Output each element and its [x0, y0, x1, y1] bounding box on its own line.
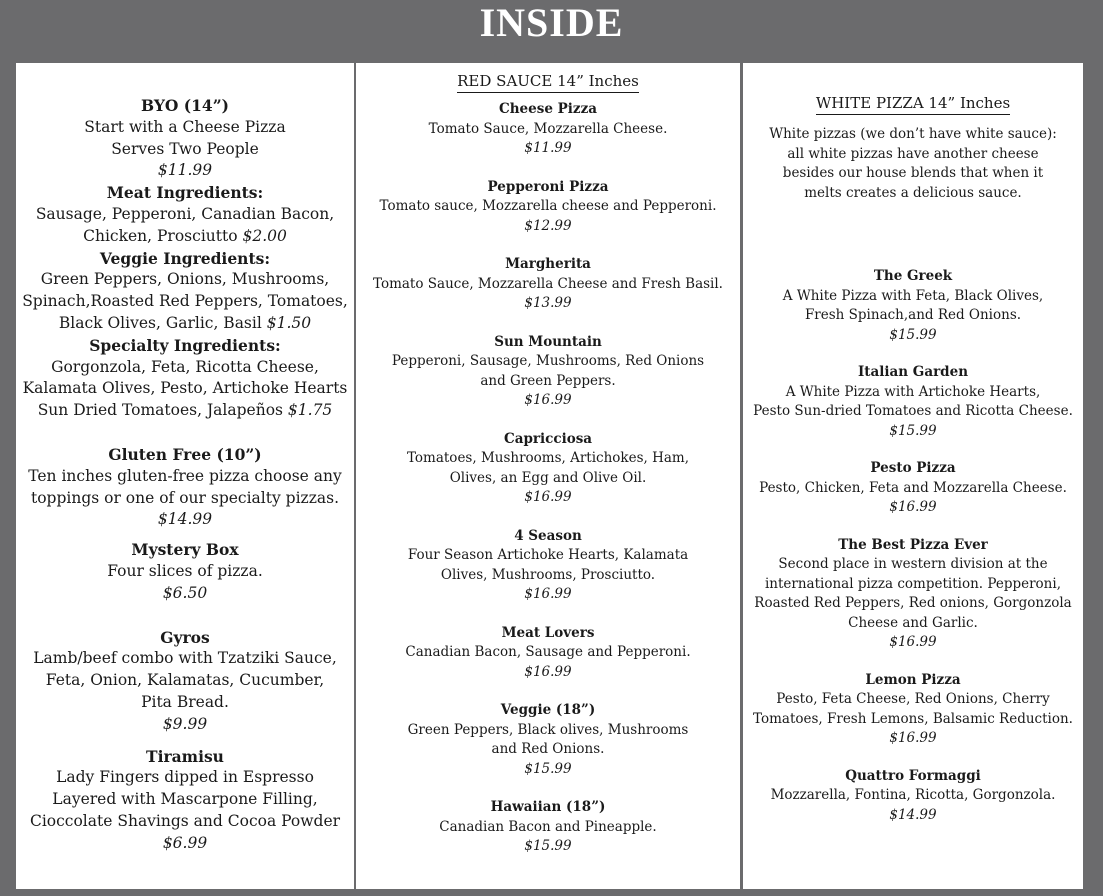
- menu-item: [356, 701, 740, 779]
- item-price: $1.75: [287, 401, 333, 420]
- menu-item: [356, 100, 740, 159]
- menu-item: [743, 459, 1083, 518]
- item-price: $11.99: [524, 140, 572, 156]
- item-desc: Tomato Sauce, Mozzarella Cheese and Fresh Basil.: [373, 275, 723, 292]
- item-price: $13.99: [524, 295, 572, 311]
- white-pizza-column: [743, 63, 1083, 889]
- item-name: Hawaiian (18”): [490, 799, 606, 815]
- item-name: Sun Mountain: [494, 333, 602, 350]
- menu-item-gyros: [16, 627, 354, 736]
- item-name: Mystery Box: [131, 540, 239, 560]
- menu-item-gluten-free: [16, 444, 354, 531]
- item-name: The Greek: [873, 268, 953, 284]
- menu-item: [743, 767, 1083, 826]
- section-title: WHITE PIZZA 14” Inches: [816, 93, 1010, 115]
- item-desc: Pesto, Chicken, Feta and Mozzarella Cheese.: [759, 479, 1067, 496]
- item-name: Margherita: [505, 256, 591, 272]
- item-desc: Pesto, Feta Cheese, Red Onions, Cherry: [776, 691, 1050, 707]
- item-desc: Fresh Spinach,and Red Onions.: [804, 307, 1022, 323]
- section-label: Veggie Ingredients:: [99, 248, 271, 268]
- item-price: $1.50: [266, 313, 312, 332]
- item-desc: Green Peppers, Onions, Mushrooms,: [40, 270, 330, 289]
- item-desc: Tomato Sauce, Mozzarella Cheese.: [428, 120, 668, 137]
- item-desc: Tomato sauce, Mozzarella cheese and Pepperoni.: [379, 198, 717, 214]
- section-intro: White pizzas (we don’t have white sauce): all white pizzas have another cheese besides our house blends that when it melts creates a delicious sauce.: [769, 126, 1057, 201]
- menu-item: [743, 267, 1083, 345]
- item-price: $16.99: [524, 586, 572, 602]
- item-desc: Chicken, Prosciutto: [83, 226, 238, 245]
- item-desc: Roasted Red Peppers, Red onions, Gorgonzola: [754, 595, 1072, 611]
- item-desc: Ten inches gluten-free pizza choose any: [28, 466, 342, 485]
- item-name: Italian Garden: [857, 364, 969, 380]
- item-desc: Cheese and Garlic.: [848, 614, 978, 631]
- item-price: $2.00: [242, 226, 287, 245]
- item-desc: Feta, Onion, Kalamatas, Cucumber,: [45, 671, 325, 690]
- item-price: $9.99: [162, 714, 208, 733]
- item-name: Quattro Formaggi: [845, 767, 981, 784]
- item-price: $15.99: [524, 838, 572, 854]
- menu-item: [743, 671, 1083, 749]
- item-desc: Lady Fingers dipped in Espresso: [56, 768, 314, 787]
- item-desc: A White Pizza with Feta, Black Olives,: [782, 287, 1044, 304]
- item-name: Cheese Pizza: [499, 101, 597, 117]
- menu-item: [743, 536, 1083, 653]
- white-pizza-list: [743, 267, 1083, 825]
- item-name: Meat Lovers: [501, 624, 595, 641]
- item-price: $14.99: [157, 510, 213, 529]
- item-price: $6.99: [162, 833, 208, 852]
- item-name: Gyros: [160, 627, 210, 647]
- item-desc: toppings or one of our specialty pizzas.: [30, 488, 339, 507]
- item-desc: Lamb/beef combo with Tzatziki Sauce,: [33, 649, 337, 668]
- menu-item: [356, 527, 740, 605]
- page-title: INSIDE: [479, 0, 624, 45]
- item-price: $16.99: [889, 730, 937, 746]
- menu-item-mystery-box: [16, 539, 354, 604]
- item-desc: and Green Peppers.: [480, 372, 616, 389]
- section-title: RED SAUCE 14” Inches: [457, 71, 639, 93]
- item-desc: Canadian Bacon, Sausage and Pepperoni.: [405, 644, 691, 660]
- item-name: Lemon Pizza: [865, 671, 961, 688]
- item-desc: Mozzarella, Fontina, Ricotta, Gorgonzola.: [770, 787, 1056, 803]
- item-price: $12.99: [524, 217, 572, 234]
- item-name: Tiramisu: [146, 746, 224, 766]
- item-desc: Four Season Artichoke Hearts, Kalamata: [407, 547, 689, 563]
- item-price: $6.50: [162, 583, 208, 602]
- item-desc: international pizza competition. Pepperoni,: [764, 575, 1061, 592]
- item-price: $16.99: [524, 392, 572, 408]
- item-price: $15.99: [889, 422, 937, 439]
- menu-item: [356, 430, 740, 508]
- item-price: $16.99: [524, 663, 572, 680]
- item-name: Pepperoni Pizza: [487, 178, 609, 195]
- item-price: $16.99: [889, 499, 937, 515]
- item-desc: Gorgonzola, Feta, Ricotta Cheese,: [51, 357, 319, 376]
- item-desc: Kalamata Olives, Pesto, Artichoke Hearts: [22, 379, 348, 398]
- item-desc: and Red Onions.: [491, 741, 605, 757]
- item-desc: Olives, Mushrooms, Prosciutto.: [440, 566, 656, 583]
- item-price: $15.99: [889, 326, 937, 343]
- item-desc: Cioccolate Shavings and Cocoa Powder: [29, 811, 341, 830]
- item-desc: Sausage, Pepperoni, Canadian Bacon,: [35, 204, 335, 223]
- item-desc: Black Olives, Garlic, Basil: [58, 313, 262, 332]
- item-name: Pesto Pizza: [870, 460, 956, 476]
- menu-item: [356, 255, 740, 314]
- item-desc: Tomatoes, Fresh Lemons, Balsamic Reduction.: [753, 710, 1073, 727]
- item-desc: Serves Two People: [111, 139, 259, 158]
- item-desc: Tomatoes, Mushrooms, Artichokes, Ham,: [406, 450, 690, 466]
- item-name: The Best Pizza Ever: [838, 536, 988, 553]
- section-label: Specialty Ingredients:: [89, 335, 281, 355]
- item-price: $14.99: [889, 806, 937, 823]
- item-desc: Sun Dried Tomatoes, Jalapeños: [37, 401, 283, 420]
- item-name: Capricciosa: [503, 430, 593, 447]
- item-price: $16.99: [889, 634, 937, 650]
- item-desc: Start with a Cheese Pizza: [84, 117, 286, 136]
- red-sauce-column: [356, 63, 740, 889]
- menu-item: [356, 178, 740, 237]
- item-desc: Four slices of pizza.: [107, 561, 263, 580]
- item-price: $16.99: [524, 489, 572, 505]
- menu-item-byo: [16, 95, 354, 422]
- menu-item: [356, 798, 740, 857]
- item-price: $11.99: [157, 161, 213, 180]
- item-name: BYO (14”): [141, 96, 229, 115]
- item-name: 4 Season: [514, 527, 582, 544]
- item-price: $15.99: [524, 760, 572, 777]
- item-desc: Layered with Mascarpone Filling,: [52, 790, 318, 809]
- item-name: Gluten Free (10”): [108, 444, 262, 464]
- item-desc: Canadian Bacon and Pineapple.: [439, 818, 657, 835]
- menu-item-tiramisu: [16, 746, 354, 855]
- item-desc: Spinach,Roasted Red Peppers, Tomatoes,: [22, 292, 348, 311]
- item-desc: Pepperoni, Sausage, Mushrooms, Red Onions: [391, 353, 705, 369]
- section-label: Meat Ingredients:: [106, 183, 264, 203]
- item-name: Veggie (18”): [500, 702, 596, 718]
- item-desc: Green Peppers, Black olives, Mushrooms: [407, 721, 689, 738]
- item-desc: Olives, an Egg and Olive Oil.: [449, 469, 647, 486]
- item-desc: A White Pizza with Artichoke Hearts,: [785, 383, 1041, 400]
- item-desc: Pita Bread.: [141, 692, 229, 711]
- menu-item: [356, 333, 740, 411]
- menu-item: [356, 624, 740, 683]
- item-desc: Pesto Sun-dried Tomatoes and Ricotta Cheese.: [753, 403, 1073, 419]
- left-menu-column: [16, 63, 354, 889]
- item-desc: Second place in western division at the: [778, 556, 1048, 572]
- menu-item: [743, 363, 1083, 441]
- red-sauce-list: [356, 100, 740, 857]
